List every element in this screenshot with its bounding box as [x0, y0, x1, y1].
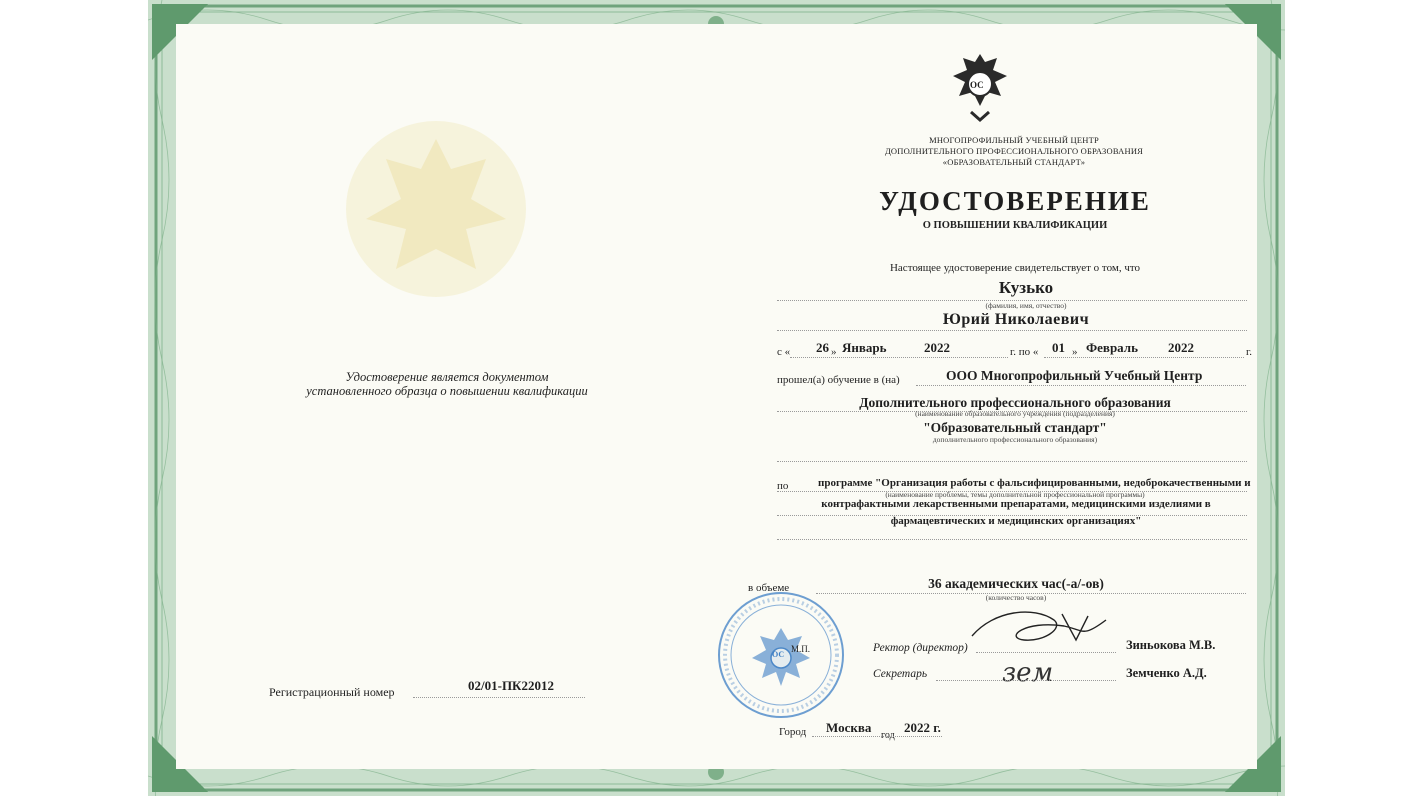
org-line1: МНОГОПРОФИЛЬНЫЙ УЧЕБНЫЙ ЦЕНТР [929, 135, 1099, 145]
secretary-name: Земченко А.Д. [1126, 666, 1207, 680]
program-line3: фармацевтических и медицинских организациях" [890, 515, 1142, 527]
intro-text: Настоящее удостоверение свидетельствует о том, что [889, 262, 1141, 274]
org-line3: «ОБРАЗОВАТЕЛЬНЫЙ СТАНДАРТ» [942, 157, 1086, 167]
secretary-signature-underline [936, 680, 1116, 681]
left-statement-line2: установленного образца о повышении квалификации [306, 384, 588, 398]
surname: Кузько [998, 278, 1054, 297]
date-to-underline [1044, 357, 1244, 358]
date-to-year: 2022 [1168, 340, 1194, 355]
given-names-underline [777, 330, 1247, 331]
program-hint: (наименование проблемы, темы дополнительной профессиональной программы) [885, 490, 1145, 499]
institution-hint: (наименование образовательного учреждения (подразделения) [915, 409, 1115, 418]
city-underline [812, 736, 942, 737]
certificate-subtitle: О ПОВЫШЕНИИ КВАЛИФИКАЦИИ [922, 220, 1108, 231]
reg-number-value: 02/01-ПК22012 [468, 678, 554, 693]
program-line2: контрафактными лекарственными препаратами, медицинскими изделиями в [821, 498, 1211, 510]
emblem-letters: ОС [970, 80, 984, 90]
program-label: по [777, 480, 789, 492]
stamp-mp-label: М.П. [791, 644, 811, 654]
program-line1: программе "Организация работы с фальсифицированными, недоброкачественными и [818, 477, 1251, 489]
date-end-text: г. [1246, 346, 1253, 358]
trained-label: прошел(а) обучение в (на) [777, 374, 900, 386]
rector-label: Ректор (директор) [873, 642, 968, 654]
city-value: Москва [826, 720, 872, 735]
institution-line2: Дополнительного профессионального образования [859, 395, 1171, 410]
institution-line1: ООО Многопрофильный Учебный Центр [946, 368, 1203, 383]
stamp-letters: ОС [772, 650, 785, 659]
volume-label: в объеме [748, 582, 790, 594]
date-to-quote-close: » [1072, 346, 1078, 358]
volume-hint: (количество часов) [985, 593, 1047, 602]
eagle-watermark-icon [336, 109, 536, 309]
rector-name: Зиньокова М.В. [1126, 638, 1216, 652]
name-hint: (фамилия, имя, отчество) [985, 301, 1067, 310]
volume-value: 36 академических час(-а/-ов) [928, 576, 1104, 591]
date-from-day: 26 [816, 340, 829, 355]
date-to-month: Февраль [1086, 340, 1138, 355]
secretary-signature: зем [1002, 658, 1054, 688]
date-to-day: 01 [1052, 340, 1065, 355]
year-label: год [881, 730, 895, 741]
program-line3-underline [777, 539, 1247, 540]
city-label: Город [779, 726, 807, 738]
date-from-year: 2022 [924, 340, 950, 355]
left-statement-line1: Удостоверение является документом [345, 370, 549, 384]
date-mid-text: г. по « [1010, 346, 1039, 358]
date-from-prefix: с « [777, 346, 791, 358]
paper-area [176, 24, 1257, 769]
reg-number-underline [413, 697, 585, 698]
secretary-label: Секретарь [873, 668, 928, 680]
rector-signature-icon [964, 600, 1114, 652]
certificate-title: УДОСТОВЕРЕНИЕ [879, 186, 1151, 216]
blank-underline [777, 461, 1247, 462]
org-line2: ДОПОЛНИТЕЛЬНОГО ПРОФЕССИОНАЛЬНОГО ОБРАЗОВАНИЯ [884, 146, 1144, 156]
date-from-underline [790, 357, 1008, 358]
institution-line1-underline [916, 385, 1246, 386]
given-names: Юрий Николаевич [942, 311, 1090, 328]
year-value: 2022 г. [904, 720, 941, 735]
date-from-month: Январь [842, 340, 887, 355]
rector-signature-underline [976, 652, 1116, 653]
institution-hint2: дополнительного профессионального образования) [932, 435, 1098, 444]
reg-number-label: Регистрационный номер [269, 685, 395, 699]
date-from-quote-close: » [831, 346, 837, 358]
institution-line3: "Образовательный стандарт" [923, 420, 1107, 435]
certificate [148, 0, 1285, 796]
